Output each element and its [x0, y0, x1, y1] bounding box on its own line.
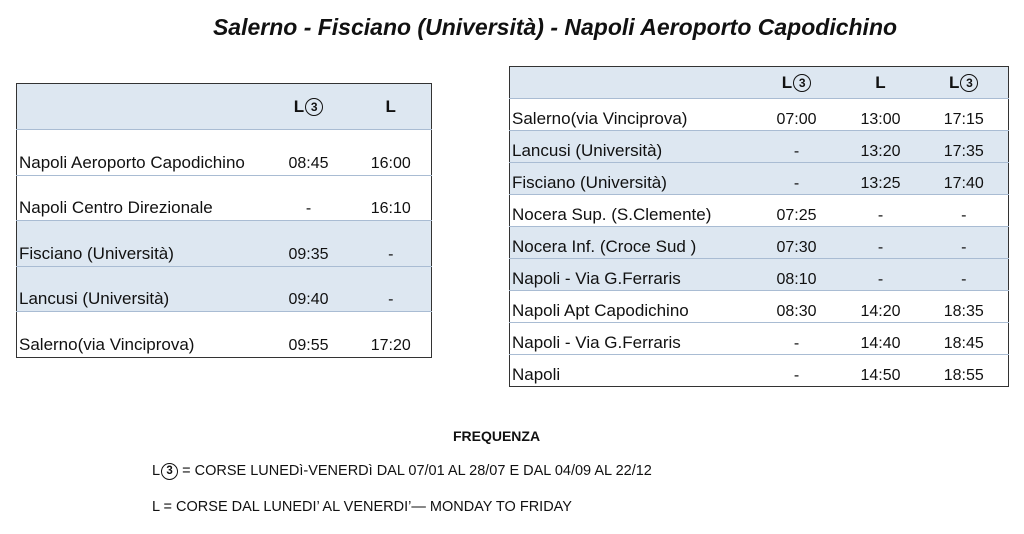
header-run-2: L	[385, 96, 396, 116]
circled-3-icon: 3	[161, 463, 178, 480]
departure-time: 18:55	[943, 367, 984, 384]
departure-time: 17:20	[370, 336, 411, 354]
table-row	[510, 291, 1009, 323]
departure-time: 18:45	[943, 335, 984, 352]
departure-time: -	[877, 207, 884, 224]
stop-name: Napoli Apt Capodichino	[512, 301, 689, 320]
table-row	[510, 227, 1009, 259]
departure-time: 17:40	[943, 175, 984, 192]
departure-time: -	[388, 245, 394, 263]
departure-time: 14:20	[860, 303, 901, 320]
legend-line-l: L = CORSE DAL LUNEDI’ AL VENERDI’— MONDAY TO FRIDAY	[152, 499, 572, 515]
departure-time: 14:40	[860, 335, 901, 352]
departure-time: 08:10	[776, 271, 817, 288]
stop-name: Salerno(via Vinciprova)	[19, 334, 195, 354]
departure-time: 13:00	[860, 111, 901, 128]
circled-3-icon: 3	[793, 74, 811, 92]
departure-time: 16:00	[370, 154, 411, 172]
departure-time: 13:20	[860, 143, 901, 160]
table-row	[510, 195, 1009, 227]
table-row	[510, 259, 1009, 291]
table-row	[17, 130, 432, 176]
departure-time: 17:35	[943, 143, 984, 160]
header-stop-cell	[510, 67, 752, 99]
stop-name: Napoli - Via G.Ferraris	[512, 269, 681, 288]
table-row	[17, 266, 432, 312]
departure-time: 07:30	[776, 239, 817, 256]
departure-time: 14:50	[860, 367, 901, 384]
departure-time: 17:15	[943, 111, 984, 128]
departure-time: 09:40	[288, 291, 329, 308]
stop-name: Fisciano (Università)	[19, 243, 174, 263]
header-run-1: L 3	[267, 84, 351, 130]
departure-time: -	[793, 143, 800, 160]
table-row	[510, 323, 1009, 355]
departure-time: 09:35	[288, 245, 329, 263]
timetable-napoli-salerno	[16, 83, 432, 358]
stop-name: Napoli	[512, 365, 561, 384]
departure-time: -	[877, 239, 884, 256]
departure-time: -	[877, 271, 884, 288]
table-row	[510, 99, 1009, 131]
departure-time: 07:25	[776, 207, 817, 224]
departure-time: -	[793, 367, 800, 384]
header-stop-cell	[17, 84, 267, 130]
departure-time: -	[961, 207, 967, 224]
departure-time: 09:55	[288, 336, 329, 354]
stop-name: Napoli Aeroporto Capodichino	[19, 152, 245, 172]
header-run-2: L	[875, 72, 886, 92]
departure-time: -	[961, 239, 967, 256]
table-row	[510, 131, 1009, 163]
stop-name: Lancusi (Università)	[512, 141, 663, 160]
departure-time: -	[961, 271, 967, 288]
stop-name: Nocera Inf. (Croce Sud )	[512, 237, 697, 256]
departure-time: 08:30	[776, 303, 817, 320]
stop-name: Salerno(via Vinciprova)	[512, 109, 688, 128]
timetable-salerno-napoli	[509, 66, 1009, 387]
stop-name: Lancusi (Università)	[19, 289, 170, 308]
departure-time: 13:25	[860, 175, 901, 192]
departure-time: -	[388, 291, 394, 308]
table-row	[17, 312, 432, 358]
stop-name: Nocera Sup. (S.Clemente)	[512, 205, 712, 224]
stop-name: Napoli Centro Direzionale	[19, 198, 213, 217]
table-row	[17, 175, 432, 221]
stop-name: Napoli - Via G.Ferraris	[512, 333, 681, 352]
stop-name: Fisciano (Università)	[512, 173, 667, 192]
circled-3-icon: 3	[305, 98, 323, 116]
departure-time: -	[305, 200, 312, 217]
table-row	[17, 221, 432, 267]
table-row	[510, 355, 1009, 387]
departure-time: -	[793, 335, 800, 352]
departure-time: 07:00	[776, 111, 817, 128]
legend-text: = CORSE LUNEDì-VENERDì DAL 07/01 AL 28/07 E DAL 04/09 AL 22/12	[178, 463, 652, 479]
legend-title: FREQUENZA	[452, 428, 541, 444]
departure-time: -	[793, 175, 800, 192]
header-run-1: L 3	[752, 67, 842, 99]
table-row	[510, 163, 1009, 195]
departure-time: 16:10	[370, 200, 411, 217]
circled-3-icon: 3	[960, 74, 978, 92]
header-run-3: L 3	[920, 67, 1009, 99]
departure-time: 08:45	[288, 154, 329, 172]
table-header-row	[17, 84, 432, 130]
table-header-row	[510, 67, 1009, 99]
departure-time: 18:35	[943, 303, 984, 320]
page-title: Salerno - Fisciano (Università) - Napoli Aeroporto Capodichino	[212, 14, 898, 40]
legend-line-l3: L 3 = CORSE LUNEDì-VENERDì DAL 07/01 AL 28/07 E DAL 04/09 AL 22/12	[152, 463, 652, 479]
